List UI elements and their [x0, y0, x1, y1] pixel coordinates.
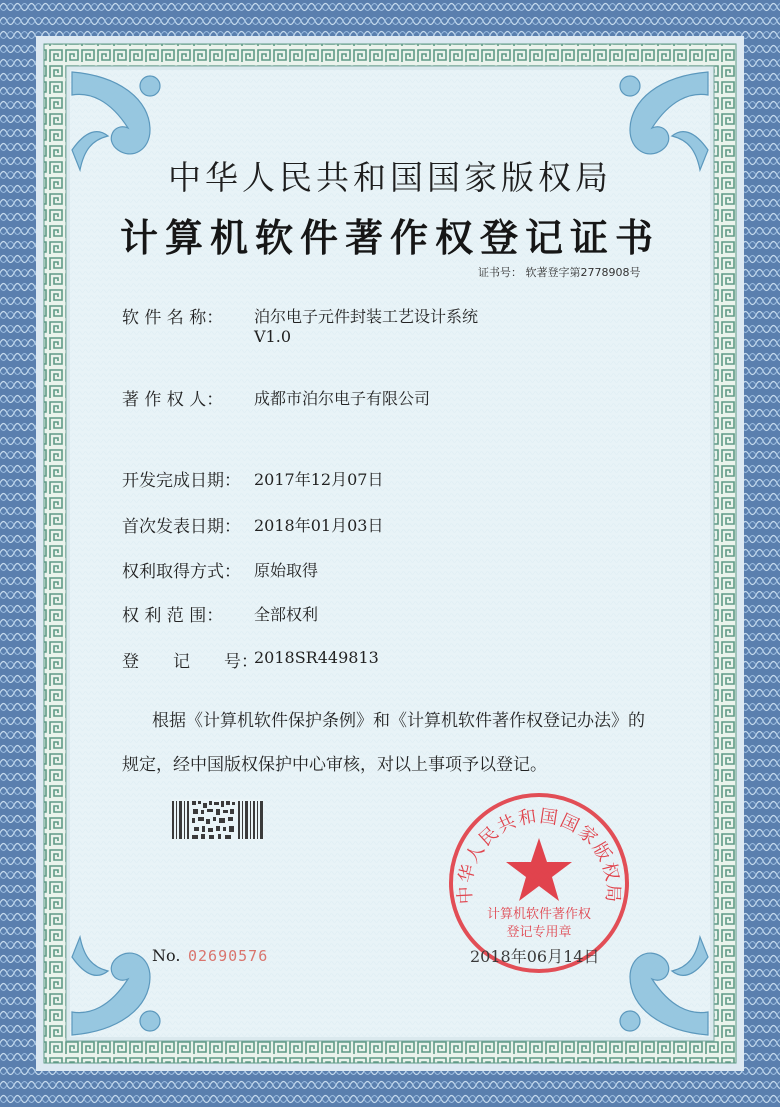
serial-number: 02690576: [188, 947, 269, 965]
field-value-rights-scope: 全部权利: [254, 605, 319, 624]
field-label-acquisition-method: 权利取得方式：: [122, 562, 241, 582]
field-value-software-name: 泊尔电子元件封装工艺设计系统: [254, 307, 479, 326]
seal-inner-line-2: 登记专用章: [506, 925, 572, 940]
field-label-completion-date: 开发完成日期：: [122, 471, 241, 491]
certificate-title: 计算机软件著作权登记证书: [119, 215, 660, 260]
certificate-number-value: 软著登字第2778908号: [525, 266, 641, 279]
issuing-authority: 中华人民共和国国家版权局: [168, 158, 612, 197]
seal-inner-line-1: 计算机软件著作权: [486, 907, 592, 922]
seal-star-icon: [506, 838, 572, 901]
field-value-publish-date: 2018年01月03日: [254, 516, 384, 535]
field-label-registration-number: 登 记 号：: [122, 652, 258, 672]
issue-date: 2018年06月14日: [470, 947, 600, 966]
field-value-software-version: V1.0: [254, 327, 291, 346]
serial-label: No.: [152, 946, 181, 965]
certificate-number: [478, 264, 641, 280]
barcode-image: [172, 799, 264, 841]
statement-line-2: 规定，经中国版权保护中心审核，对以上事项予以登记。: [122, 755, 547, 775]
field-label-rights-scope: 权 利 范 围：: [122, 606, 224, 626]
field-label-publish-date: 首次发表日期：: [122, 517, 241, 537]
seal-outer-text: 中华人民共和国国家版权局: [454, 805, 624, 905]
field-value-acquisition-method: 原始取得: [254, 561, 319, 580]
statement-line-1: 根据《计算机软件保护条例》和《计算机软件著作权登记办法》的: [152, 711, 645, 731]
field-value-copyright-owner: 成都市泊尔电子有限公司: [254, 389, 431, 408]
field-value-completion-date: 2017年12月07日: [254, 470, 384, 489]
field-value-registration-number: 2018SR449813: [254, 648, 379, 667]
field-label-software-name: 软 件 名 称：: [122, 308, 224, 328]
field-label-copyright-owner: 著 作 权 人：: [122, 390, 224, 410]
certificate-number-label: 证书号：: [478, 266, 522, 279]
